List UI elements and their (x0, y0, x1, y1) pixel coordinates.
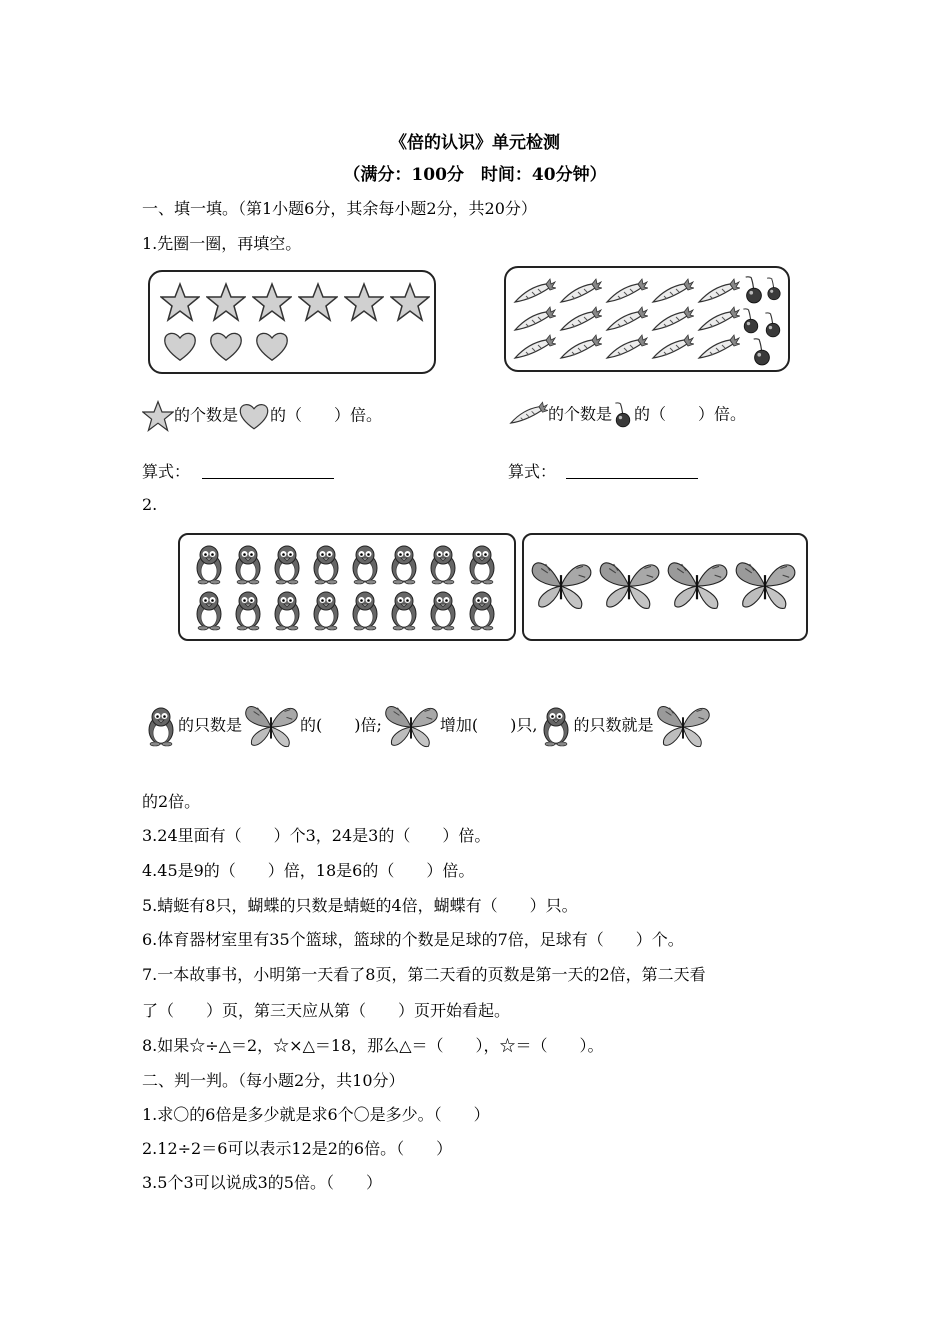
butterfly-icon (242, 700, 300, 752)
q5-text: 5.蜻蜓有8只，蝴蝶的只数是蜻蜓的4倍，蝴蝶有（ ）只。 (142, 896, 578, 915)
heart-icon (165, 333, 195, 360)
carrot-icon (515, 335, 556, 358)
penguin-icon (275, 546, 299, 584)
page-title: 《倍的认识》单元检测 (390, 133, 560, 153)
butterflies-box (522, 533, 808, 641)
judge-q3-text: 3.5个3可以说成3的5倍。（ ） (142, 1173, 382, 1192)
carrot-icon (561, 279, 602, 302)
q1-left-text-a: 的个数是 (174, 405, 239, 425)
star-icon (142, 400, 174, 432)
q3-text: 3.24里面有（ ）个3，24是3的（ ）倍。 (142, 826, 491, 845)
penguin-icon (392, 592, 416, 630)
carrot-icon (561, 335, 602, 358)
q2-text-d: 的只数就是 (573, 715, 654, 735)
carrot-icon (515, 279, 556, 302)
judge-q1-text: 1.求〇的6倍是多少就是求6个〇是多少。（ ） (142, 1105, 490, 1124)
q1-label: 1.先圈一圈，再填空。 (142, 234, 302, 253)
carrot-icon (653, 279, 694, 302)
carrot-icon (653, 307, 694, 330)
q1-left-formula-label: 算式： (142, 462, 191, 481)
q7-text-line1: 7.一本故事书，小明第一天看了8页，第二天看的页数是第一天的2倍，第二天看 (142, 965, 706, 984)
butterfly-icon (532, 563, 591, 609)
carrot-icon (653, 335, 694, 358)
q1-left-formula-blank[interactable] (202, 478, 334, 479)
carrot-icon (607, 307, 648, 330)
cherry-icon (612, 402, 634, 428)
stars-hearts-figure (160, 282, 430, 364)
penguin-icon (431, 592, 455, 630)
q7-text-line2: 了（ ）页，第三天应从第（ ）页开始看起。 (142, 1001, 511, 1020)
carrot-icon (561, 307, 602, 330)
q1-right-formula-label: 算式： (508, 462, 557, 481)
penguin-icon (314, 592, 338, 630)
cherry-icon (765, 313, 779, 337)
q2-sentence (142, 700, 712, 752)
butterfly-icon (736, 563, 795, 609)
q1-right-text-b: 的（ ）倍。 (634, 404, 747, 424)
section2-heading: 二、判一判。（每小题2分，共10分） (142, 1071, 405, 1090)
penguin-icon (431, 546, 455, 584)
carrots-cherries-figure (512, 274, 784, 366)
butterfly-icon (382, 700, 440, 752)
penguin-icon (275, 592, 299, 630)
star-icon (299, 284, 337, 320)
butterfly-icon (668, 563, 727, 609)
penguin-icon (470, 546, 494, 584)
q6-text: 6.体育器材室里有35个篮球，篮球的个数是足球的7倍，足球有（ ）个。 (142, 930, 684, 949)
heart-icon (257, 333, 287, 360)
star-icon (253, 284, 291, 320)
carrot-icon (508, 400, 548, 430)
q2-text-e: 的2倍。 (142, 792, 201, 811)
penguin-icon (197, 592, 221, 630)
penguin-icon (353, 592, 377, 630)
penguin-icon (197, 546, 221, 584)
carrot-icon (699, 335, 740, 358)
q2-text-b: 的( )倍; (300, 715, 382, 735)
penguin-icon (142, 705, 178, 747)
penguins-figure (192, 541, 504, 633)
penguins-box (178, 533, 516, 641)
q2-text-c: 增加( )只, (439, 715, 538, 735)
heart-icon (238, 401, 270, 431)
penguin-icon (392, 546, 416, 584)
q4-text: 4.45是9的（ ）倍，18是6的（ ）倍。 (142, 861, 475, 880)
q8-text: 8.如果☆÷△＝2，☆×△＝18，那么△＝（ ），☆＝（ ）。 (142, 1036, 604, 1055)
cherry-icon (743, 309, 757, 333)
heart-icon (211, 333, 241, 360)
penguin-icon (537, 705, 573, 747)
cherry-icon (754, 339, 770, 365)
butterfly-icon (600, 563, 659, 609)
butterfly-icon (654, 700, 712, 752)
carrot-icon (699, 279, 740, 302)
star-icon (161, 284, 199, 320)
q1-right-text-a: 的个数是 (548, 404, 613, 424)
page-subtitle: （满分：100分 时间：40分钟） (343, 165, 607, 185)
q2-text-a: 的只数是 (178, 715, 243, 735)
cherry-icon (746, 277, 762, 303)
carrot-icon (515, 307, 556, 330)
judge-q2-text: 2.12÷2＝6可以表示12是2的6倍。（ ） (142, 1139, 453, 1158)
penguin-icon (314, 546, 338, 584)
star-icon (207, 284, 245, 320)
butterflies-figure (528, 551, 802, 623)
penguin-icon (236, 592, 260, 630)
q1-left-text-b: 的（ ）倍。 (270, 405, 383, 425)
q1-right-formula-blank[interactable] (566, 478, 698, 479)
q2-label: 2. (142, 495, 158, 514)
carrot-icon (607, 279, 648, 302)
carrots-cherries-box (504, 266, 790, 372)
penguin-icon (353, 546, 377, 584)
carrot-icon (607, 335, 648, 358)
penguin-icon (236, 546, 260, 584)
q1-left-sentence (142, 400, 382, 432)
carrot-icon (699, 307, 740, 330)
section1-heading: 一、填一填。（第1小题6分，其余每小题2分，共20分） (142, 199, 537, 218)
stars-hearts-box (148, 270, 436, 374)
q1-right-sentence (508, 400, 746, 430)
star-icon (391, 284, 429, 320)
star-icon (345, 284, 383, 320)
penguin-icon (470, 592, 494, 630)
cherry-icon (767, 278, 780, 300)
